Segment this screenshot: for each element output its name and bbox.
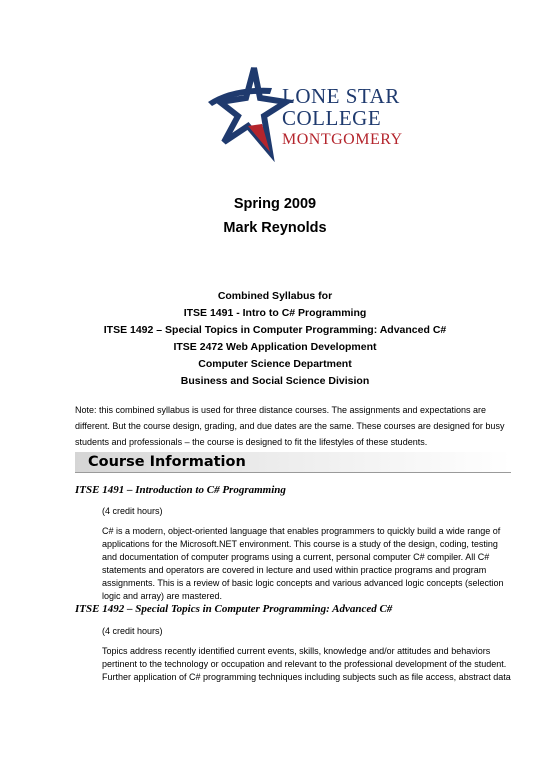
course-title: ITSE 1492 – Special Topics in Computer Programming: Advanced C#	[75, 603, 393, 615]
course-title: ITSE 1491 – Introduction to C# Programming	[75, 484, 286, 496]
course-description: C# is a modern, object-oriented language that enables programmers to quickly build a wide range of applications for the Microsoft.NET environment. This course is a study of the design, coding, testing and documentation of computer programs using a current, personal computer C# compiler. All C# statements and operators are covered in lecture and used within practice programs and program assignments. This is a review of basic logic concepts and various advanced logic concepts (selection logic and array) are mastered.	[102, 526, 504, 601]
syllabus-line: ITSE 2472 Web Application Development	[173, 341, 377, 353]
instructor-heading: Mark Reynolds	[223, 220, 327, 236]
syllabus-line: Combined Syllabus for	[217, 290, 333, 302]
star-icon	[220, 68, 286, 152]
section-heading-bar	[75, 452, 511, 473]
term-heading: Spring 2009	[233, 196, 317, 212]
logo-line-2: COLLEGE	[282, 106, 382, 130]
course-credit: (4 credit hours)	[102, 506, 163, 516]
course-credit: (4 credit hours)	[102, 626, 163, 636]
note-paragraph: Note: this combined syllabus is used for three distance courses. The assignments and expectations are different. But the course design, grading, and due dates are the same. These courses are designed for busy students and professionals – the course is designed to fit the lifestyles of these students.	[75, 405, 505, 447]
logo-line-1: LONE STAR	[282, 84, 400, 108]
course-description: Topics address recently identified current events, skills, knowledge and/or attitudes and behaviors pertinent to the technology or occupation and relevant to the professional development of the student. Further application of C# programming techniques including subjects such as file access, abstract data	[102, 646, 511, 682]
logo-wordmark	[282, 86, 403, 148]
syllabus-line: ITSE 1492 – Special Topics in Computer Programming: Advanced C#	[103, 324, 447, 336]
section-heading: Course Information	[88, 454, 246, 470]
syllabus-line: ITSE 1491 - Intro to C# Programming	[183, 307, 367, 319]
syllabus-line: Business and Social Science Division	[180, 375, 370, 387]
logo-line-3: MONTGOMERY	[282, 131, 403, 148]
syllabus-line: Computer Science Department	[198, 358, 352, 370]
